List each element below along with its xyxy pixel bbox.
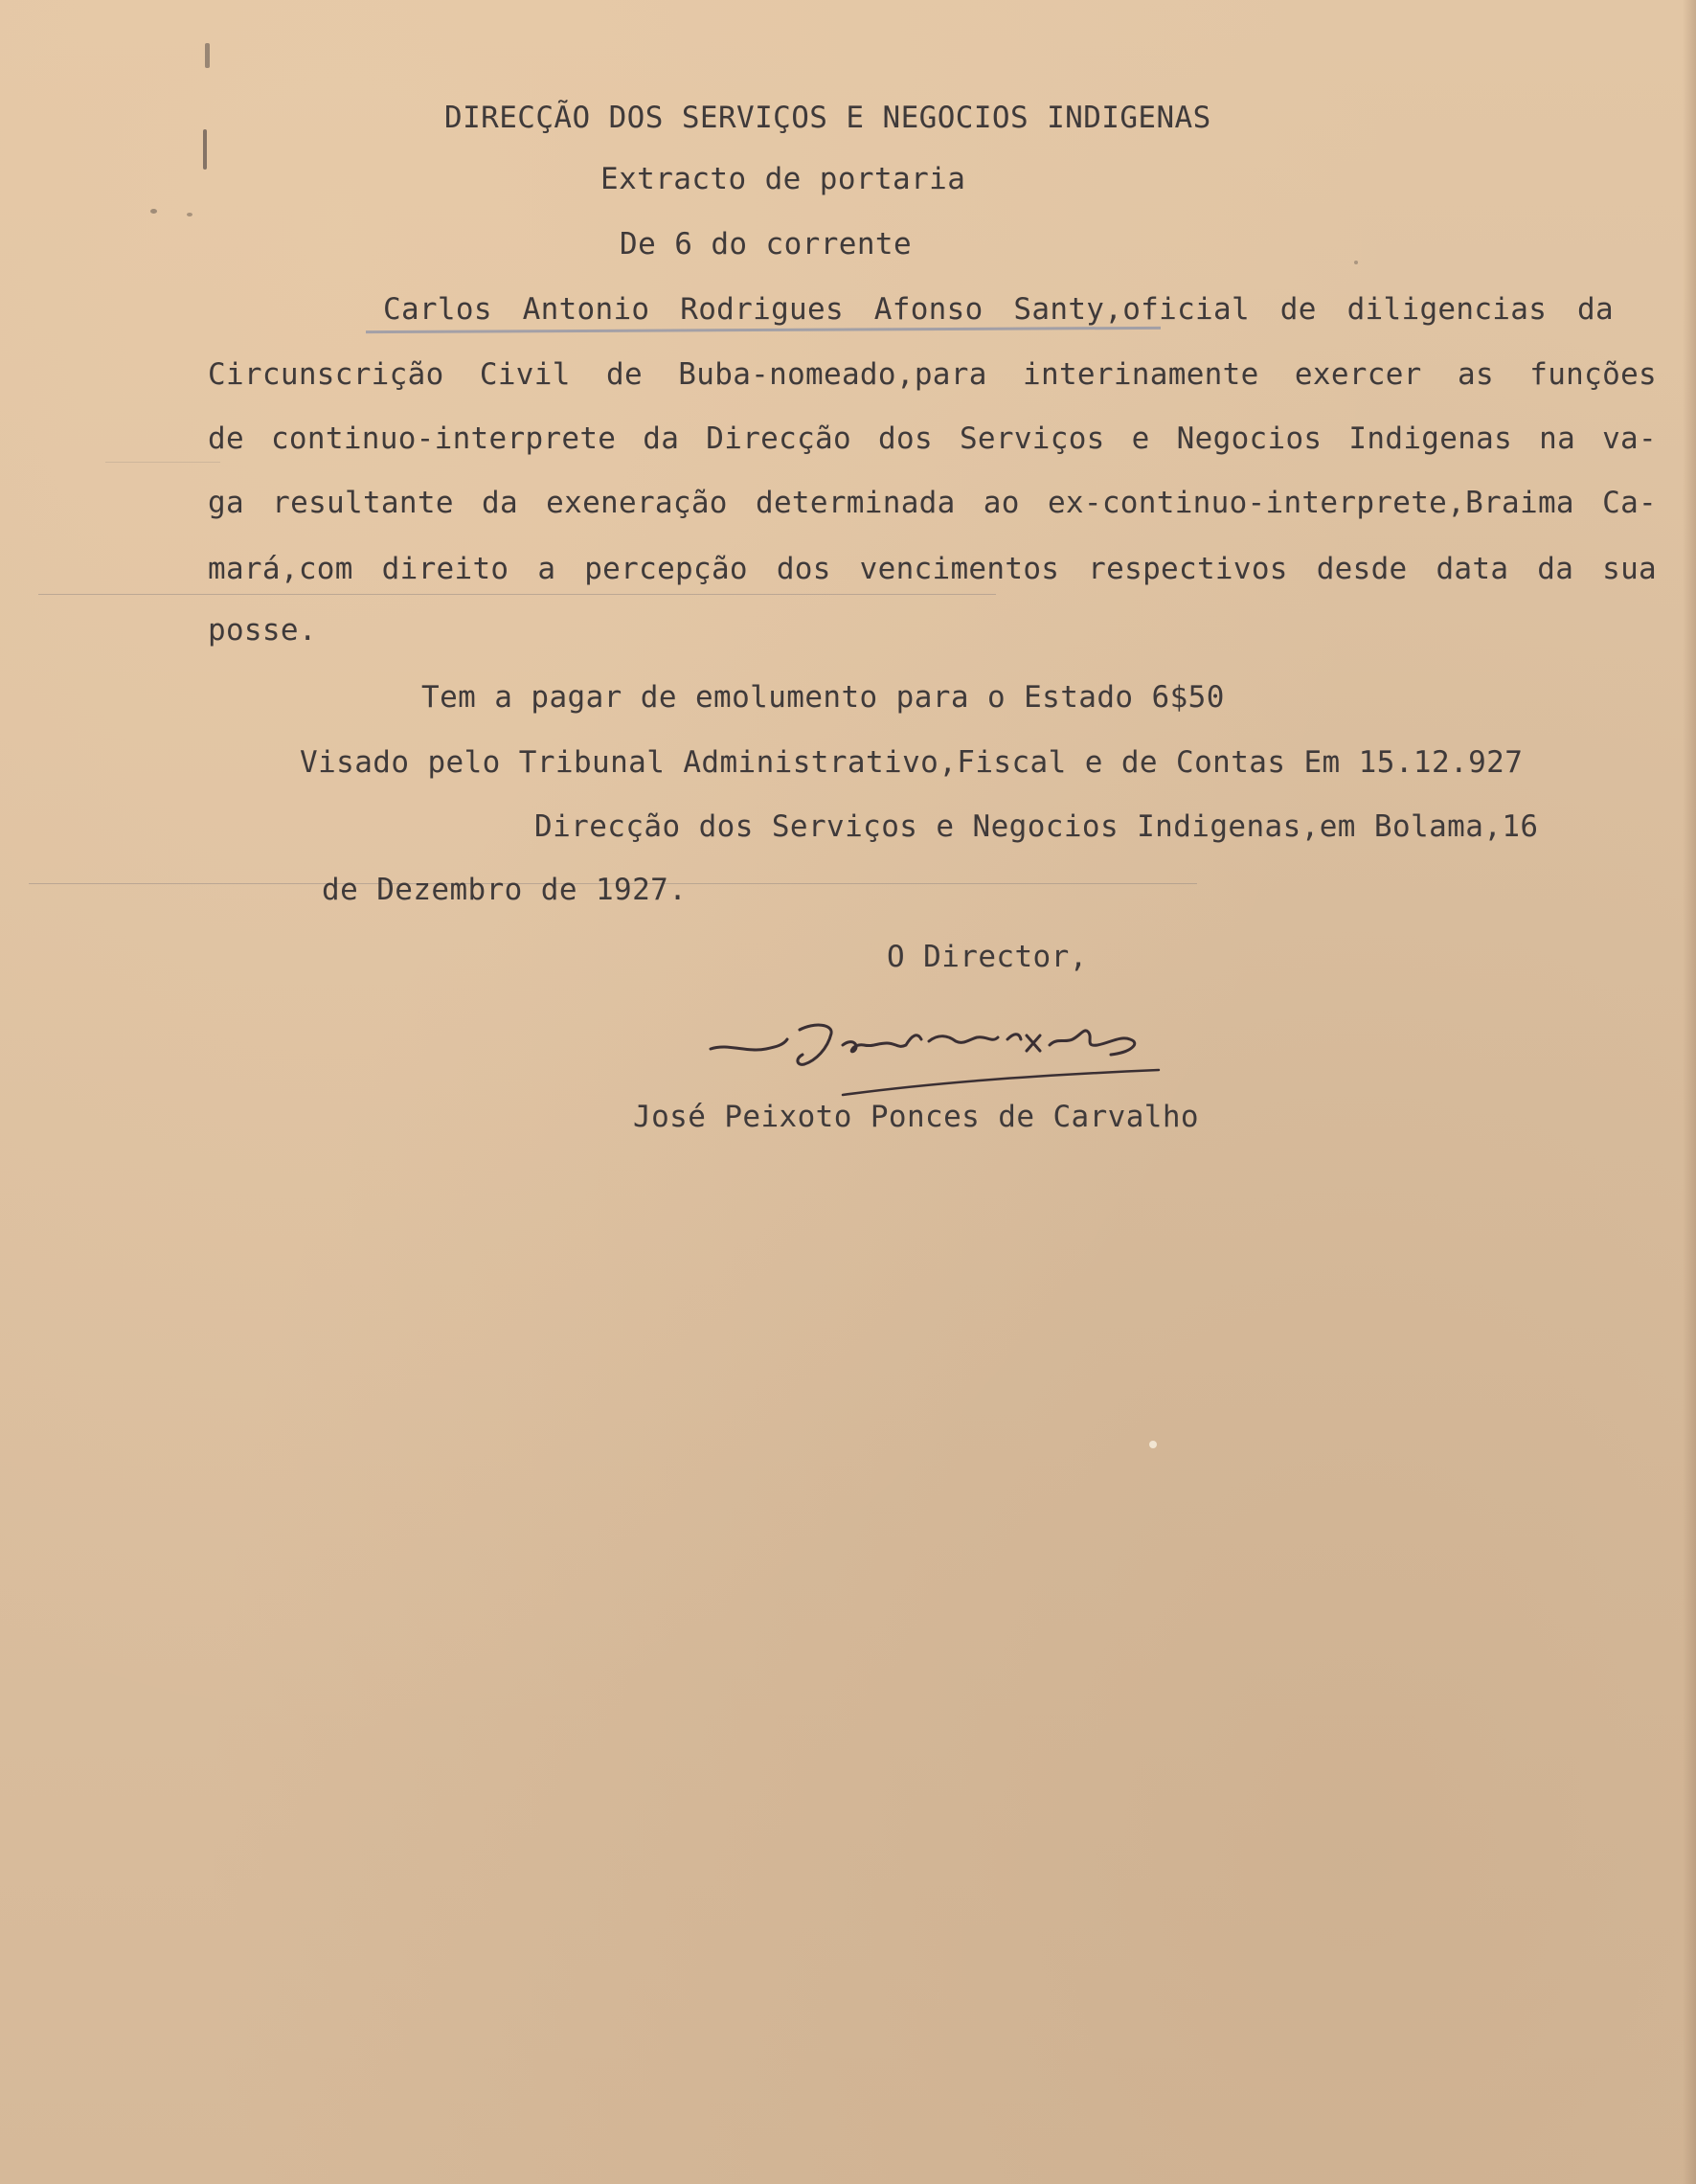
document-subtitle: Extracto de portaria <box>600 162 966 196</box>
visa-line: Visado pelo Tribunal Administrativo,Fiscal e de Contas Em 15.12.927 <box>300 745 1524 780</box>
paper-speck <box>1149 1441 1157 1448</box>
body-line-5: mará,com direito a percepção dos vencimentos respectivos desde data da sua <box>208 552 1657 586</box>
faint-rule <box>105 462 220 463</box>
body-line-4: ga resultante da exeneração determinada ao ex-continuo-interprete,Braima Ca- <box>208 486 1657 520</box>
name-underline <box>366 327 1161 333</box>
paper-speck <box>150 209 157 214</box>
body-line-3: de continuo-interprete da Direcção dos Serviços e Negocios Indigenas na va- <box>208 421 1657 456</box>
paper-speck <box>187 213 192 216</box>
paper-speck <box>203 129 207 170</box>
body-line-1: Carlos Antonio Rodrigues Afonso Santy,oficial de diligencias da <box>383 292 1614 327</box>
emolument-line: Tem a pagar de emolumento para o Estado 6$50 <box>421 680 1225 715</box>
place-date: de Dezembro de 1927. <box>322 873 688 907</box>
department-heading: DIRECÇÃO DOS SERVIÇOS E NEGOCIOS INDIGENAS <box>444 101 1211 135</box>
body-line-2: Circunscrição Civil de Buba-nomeado,para interinamente exercer as funções <box>208 357 1657 392</box>
date-line: De 6 do corrente <box>620 227 913 262</box>
body-line-6: posse. <box>208 613 317 648</box>
place-line: Direcção dos Serviços e Negocios Indigenas,em Bolama,16 <box>534 809 1539 844</box>
signatory-name: José Peixoto Ponces de Carvalho <box>633 1100 1199 1134</box>
paper-speck <box>1354 261 1358 264</box>
paper-speck <box>205 43 210 68</box>
handwritten-signature <box>709 1001 1226 1097</box>
faint-rule <box>38 594 996 595</box>
closing-line: O Director, <box>887 940 1088 974</box>
